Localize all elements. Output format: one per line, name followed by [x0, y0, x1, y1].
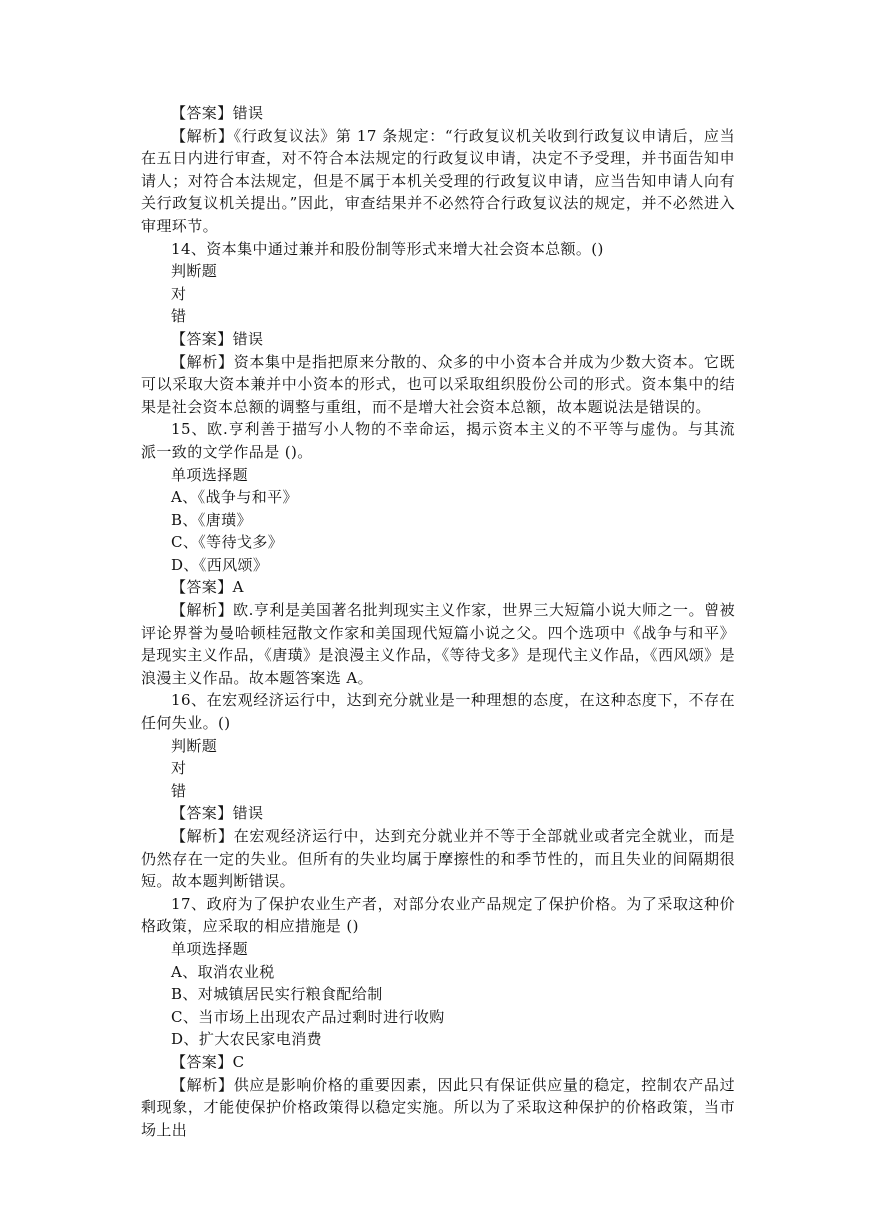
analysis-paragraph: 【解析】在宏观经济运行中，达到充分就业并不等于全部就业或者完全就业，而是仍然存在一定的失业。但所有的失业均属于摩擦性的和季节性的，而且失业的间隔期很短。故本题判断错误。: [141, 827, 735, 891]
question-17: 17、政府为了保护农业生产者，对部分农业产品规定了保护价格。为了采取这种价格政策，应采取的相应措施是 (): [141, 894, 735, 936]
question-type: 单项选择题: [171, 465, 249, 484]
answer-line: 【答案】错误: [171, 329, 264, 348]
question-type: 判断题: [171, 262, 218, 281]
answer-line: 【答案】C: [171, 1052, 245, 1071]
analysis-paragraph: 【解析】《行政复议法》第 17 条规定：“行政复议机关收到行政复议申请后，应当在五日内进行审查，对不符合本法规定的行政复议申请，决定不予受理，并书面告知申请人；对符合本法规定，但是不属于本机关受理的行政复议申请，应当告知申请人向有关行政复议机关提出。”因此，审查结果并不必然符合行政复议法的规定，并不必然进入审理环节。: [141, 126, 735, 235]
answer-line: 【答案】A: [171, 578, 244, 597]
option-false: 错: [171, 781, 187, 800]
option-true: 对: [171, 284, 187, 303]
question-15: 15、欧.亨利善于描写小人物的不幸命运，揭示资本主义的不平等与虚伪。与其流派一致的文学作品是 ()。: [141, 420, 735, 461]
answer-line: 【答案】错误: [171, 804, 264, 823]
option-true: 对: [171, 759, 187, 778]
option-b: B、对城镇居民实行粮食配给制: [171, 985, 383, 1004]
option-a: A、《战争与和平》: [171, 488, 298, 507]
option-d: D、《西风颂》: [171, 555, 269, 574]
option-c: C、当市场上出现农产品过剩时进行收购: [171, 1007, 445, 1026]
question-type: 单项选择题: [171, 939, 249, 958]
document-page: [141, 102, 735, 1141]
analysis-paragraph: 【解析】欧.亨利是美国著名批判现实主义作家，世界三大短篇小说大师之一。曾被评论界誉为曼哈顿桂冠散文作家和美国现代短篇小说之父。四个选项中《战争与和平》是现实主义作品，《唐璜》是浪漫主义作品，《等待戈多》是现代主义作品，《西风颂》是浪漫主义作品。故本题答案选 A。: [141, 601, 735, 687]
option-false: 错: [171, 307, 187, 326]
analysis-paragraph: 【解析】供应是影响价格的重要因素，因此只有保证供应量的稳定，控制农产品过剩现象，才能使保护价格政策得以稳定实施。所以为了采取这种保护的价格政策，当市场上出: [141, 1075, 735, 1139]
option-c: C、《等待戈多》: [171, 533, 284, 552]
option-a: A、取消农业税: [171, 962, 275, 981]
question-14: 14、资本集中通过兼并和股份制等形式来增大社会资本总额。(): [171, 239, 604, 258]
analysis-paragraph: 【解析】资本集中是指把原来分散的、众多的中小资本合并成为少数大资本。它既可以采取大资本兼并中小资本的形式，也可以采取组织股份公司的形式。资本集中的结果是社会资本总额的调整与重组，而不是增大社会资本总额，故本题说法是错误的。: [141, 352, 735, 416]
question-16: 16、在宏观经济运行中，达到充分就业是一种理想的态度，在这种态度下，不存在任何失业。(): [141, 691, 735, 733]
option-d: D、扩大农民家电消费: [171, 1030, 323, 1049]
answer-line: 【答案】错误: [171, 104, 264, 122]
question-type: 判断题: [171, 736, 218, 755]
option-b: B、《唐璜》: [171, 510, 252, 529]
